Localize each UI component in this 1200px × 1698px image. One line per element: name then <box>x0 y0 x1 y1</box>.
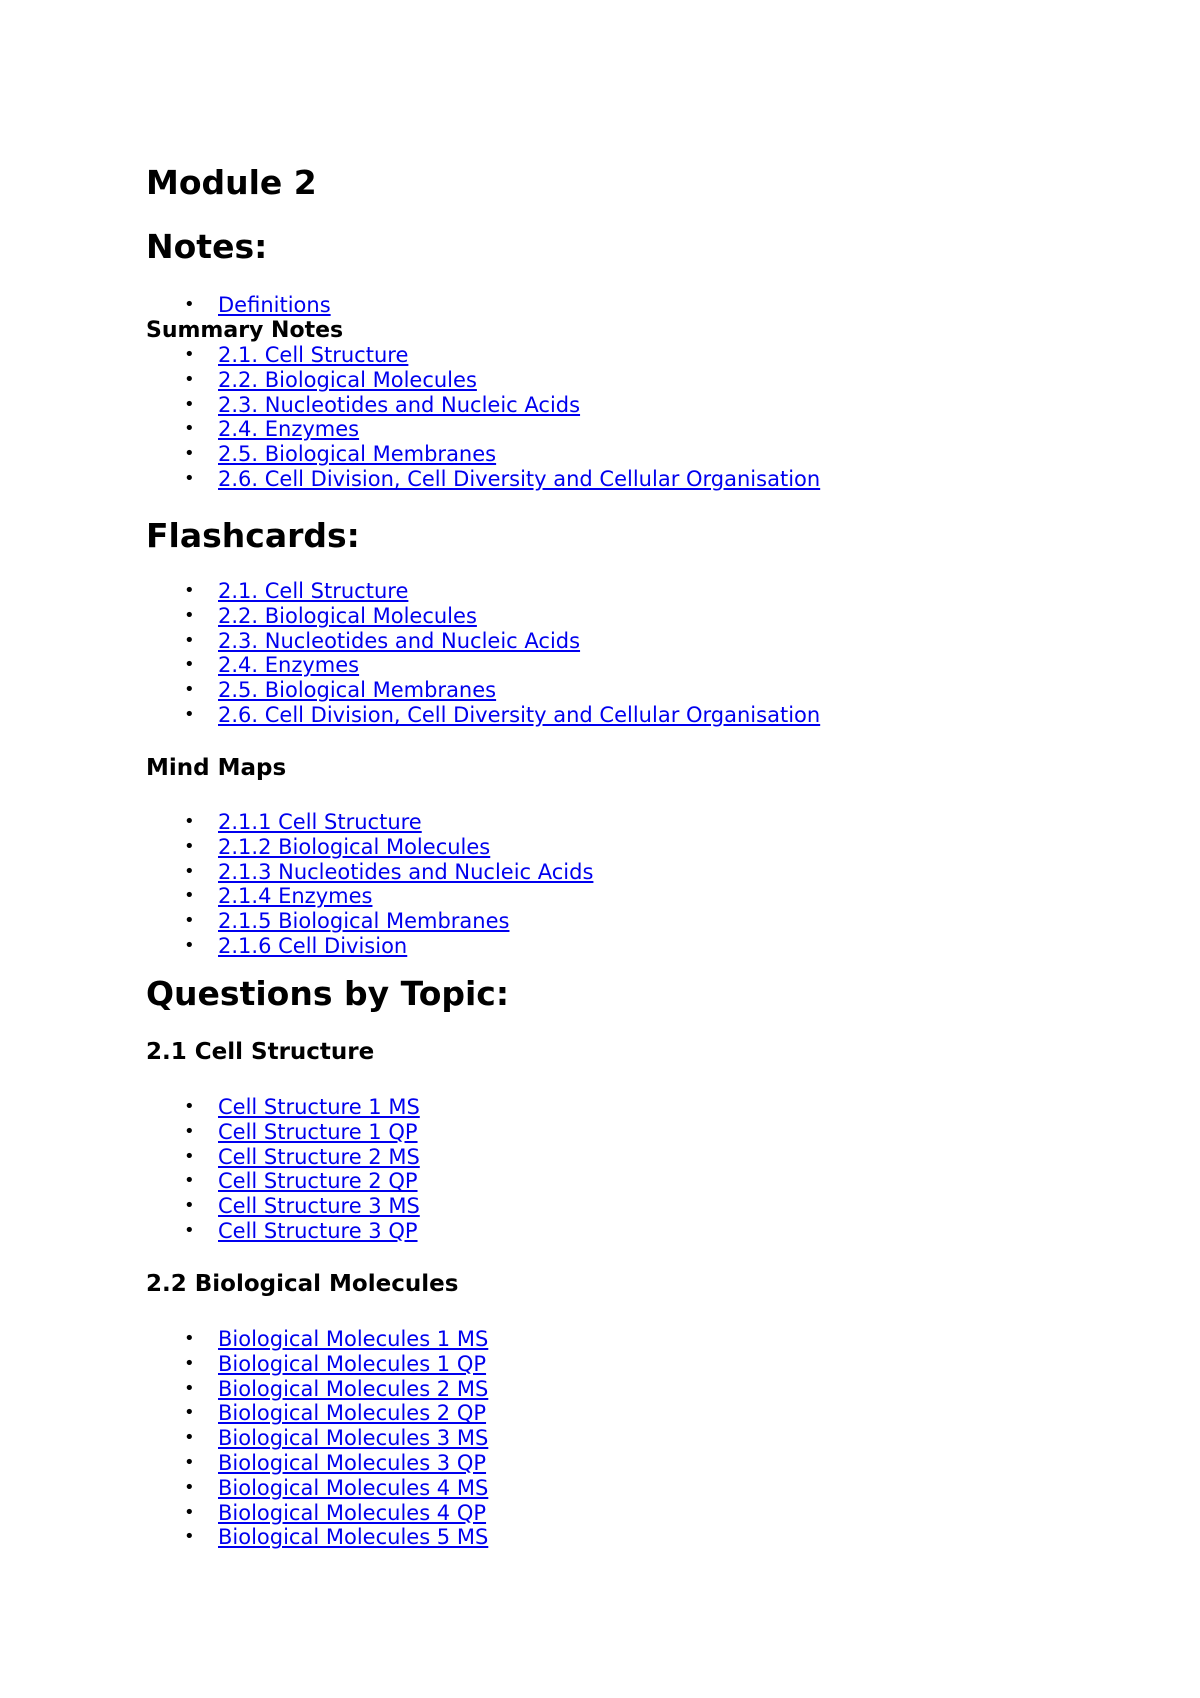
flashcard-link-biological-molecules[interactable]: 2.2. Biological Molecules <box>218 603 477 628</box>
mindmap-link-cell-structure[interactable]: 2.1.1 Cell Structure <box>218 810 422 834</box>
question-link[interactable]: Cell Structure 1 MS <box>218 1095 420 1119</box>
list-item <box>0 1219 420 1244</box>
list-item <box>0 442 820 467</box>
bullet-icon: • <box>184 1402 195 1424</box>
biological-molecules-heading: 2.2 Biological Molecules <box>146 1271 459 1297</box>
bullet-icon: • <box>184 368 195 390</box>
questions-heading: Questions by Topic: <box>146 974 510 1013</box>
list-item <box>0 934 593 959</box>
list-item <box>0 467 820 492</box>
bullet-icon: • <box>184 443 195 465</box>
flashcard-link-cell-structure[interactable]: 2.1. Cell Structure <box>218 579 409 603</box>
notes-heading: Notes: <box>146 227 268 266</box>
list-item <box>0 1327 488 1352</box>
bullet-icon: • <box>184 580 195 601</box>
list-item <box>0 884 593 909</box>
list-item <box>0 1095 420 1120</box>
question-link[interactable]: Cell Structure 2 QP <box>218 1169 418 1194</box>
list-item <box>0 860 593 885</box>
question-link[interactable]: Biological Molecules 3 MS <box>218 1426 489 1451</box>
list-item <box>0 1525 488 1550</box>
mindmap-link-nucleotides[interactable]: 2.1.3 Nucleotides and Nucleic Acids <box>218 859 594 884</box>
question-link[interactable]: Cell Structure 2 MS <box>218 1144 420 1169</box>
bullet-icon: • <box>184 1451 195 1473</box>
module-title: Module 2 <box>146 163 317 202</box>
flashcard-link-nucleotides[interactable]: 2.3. Nucleotides and Nucleic Acids <box>218 628 581 653</box>
summary-link-membranes[interactable]: 2.5. Biological Membranes <box>218 442 497 467</box>
question-link[interactable]: Biological Molecules 2 MS <box>218 1376 489 1401</box>
list-item <box>0 579 820 604</box>
list-item <box>0 1377 488 1402</box>
mind-maps-list <box>0 810 593 959</box>
mindmap-link-membranes[interactable]: 2.1.5 Biological Membranes <box>218 909 510 934</box>
list-item <box>0 1194 420 1219</box>
summary-link-cell-structure[interactable]: 2.1. Cell Structure <box>218 343 409 367</box>
mindmap-link-cell-division[interactable]: 2.1.6 Cell Division <box>218 933 408 958</box>
list-item <box>0 1352 488 1377</box>
list-item <box>0 909 593 934</box>
list-item <box>0 393 820 418</box>
bullet-icon: • <box>184 885 195 907</box>
bullet-icon: • <box>184 1526 195 1548</box>
bullet-icon: • <box>184 1501 195 1523</box>
question-link[interactable]: Biological Molecules 3 QP <box>218 1450 487 1475</box>
flashcard-link-membranes[interactable]: 2.5. Biological Membranes <box>218 678 497 703</box>
bullet-icon: • <box>184 1096 195 1117</box>
question-link[interactable]: Biological Molecules 1 MS <box>218 1327 489 1351</box>
bullet-icon: • <box>184 344 195 365</box>
question-link[interactable]: Biological Molecules 4 MS <box>218 1475 489 1500</box>
flashcard-link-cell-division[interactable]: 2.6. Cell Division, Cell Diversity and Cellular Organisation <box>218 702 821 727</box>
bullet-icon: • <box>184 1170 195 1192</box>
bullet-icon: • <box>184 604 195 626</box>
bullet-icon: • <box>184 1219 195 1241</box>
list-item <box>0 629 820 654</box>
list-item <box>0 1401 488 1426</box>
flashcard-link-enzymes[interactable]: 2.4. Enzymes <box>218 653 360 678</box>
bullet-icon: • <box>184 654 195 676</box>
bullet-icon: • <box>184 1328 195 1349</box>
list-item <box>0 703 820 728</box>
definitions-link[interactable]: Definitions <box>218 293 331 317</box>
list-item <box>0 604 820 629</box>
mindmap-link-enzymes[interactable]: 2.1.4 Enzymes <box>218 884 373 909</box>
list-item <box>0 417 820 442</box>
bullet-icon: • <box>184 629 195 651</box>
list-item <box>0 1169 420 1194</box>
list-item <box>0 678 820 703</box>
summary-link-cell-division[interactable]: 2.6. Cell Division, Cell Diversity and Cellular Organisation <box>218 466 821 491</box>
list-item <box>0 810 593 835</box>
list-item <box>0 1145 420 1170</box>
question-link[interactable]: Biological Molecules 5 MS <box>218 1525 489 1550</box>
summary-link-biological-molecules[interactable]: 2.2. Biological Molecules <box>218 367 477 392</box>
summary-notes-list <box>0 343 820 492</box>
flashcards-heading: Flashcards: <box>146 516 360 555</box>
bullet-icon: • <box>184 294 195 315</box>
bullet-icon: • <box>184 467 195 489</box>
bullet-icon: • <box>184 679 195 701</box>
bullet-icon: • <box>184 703 195 725</box>
list-item <box>0 343 820 368</box>
summary-link-nucleotides[interactable]: 2.3. Nucleotides and Nucleic Acids <box>218 392 581 417</box>
bullet-icon: • <box>184 1120 195 1142</box>
bullet-icon: • <box>184 393 195 415</box>
cell-structure-questions-list <box>0 1095 420 1244</box>
list-item <box>0 1426 488 1451</box>
bullet-icon: • <box>184 418 195 440</box>
bullet-icon: • <box>184 860 195 882</box>
biological-molecules-questions-list <box>0 1327 488 1550</box>
list-item <box>0 1501 488 1526</box>
bullet-icon: • <box>184 835 195 857</box>
question-link[interactable]: Cell Structure 3 MS <box>218 1194 420 1219</box>
mind-maps-heading: Mind Maps <box>146 755 287 781</box>
list-item <box>0 653 820 678</box>
bullet-icon: • <box>184 811 195 832</box>
summary-link-enzymes[interactable]: 2.4. Enzymes <box>218 417 360 442</box>
question-link[interactable]: Biological Molecules 4 QP <box>218 1500 487 1525</box>
question-link[interactable]: Cell Structure 3 QP <box>218 1218 418 1243</box>
list-item <box>0 1451 488 1476</box>
bullet-icon: • <box>184 934 195 956</box>
flashcards-list <box>0 579 820 728</box>
question-link[interactable]: Biological Molecules 2 QP <box>218 1401 487 1426</box>
bullet-icon: • <box>184 1476 195 1498</box>
list-item <box>0 1476 488 1501</box>
bullet-icon: • <box>184 1377 195 1399</box>
bullet-icon: • <box>184 1145 195 1167</box>
bullet-icon: • <box>184 910 195 932</box>
mindmap-link-biological-molecules[interactable]: 2.1.2 Biological Molecules <box>218 834 491 859</box>
bullet-icon: • <box>184 1427 195 1449</box>
list-item <box>0 835 593 860</box>
list-item <box>0 293 331 318</box>
question-link[interactable]: Cell Structure 1 QP <box>218 1119 418 1144</box>
summary-notes-label: Summary Notes <box>146 318 344 343</box>
list-item <box>0 1120 420 1145</box>
bullet-icon: • <box>184 1352 195 1374</box>
definitions-list <box>0 293 331 318</box>
cell-structure-heading: 2.1 Cell Structure <box>146 1039 375 1065</box>
question-link[interactable]: Biological Molecules 1 QP <box>218 1351 487 1376</box>
bullet-icon: • <box>184 1195 195 1217</box>
list-item <box>0 368 820 393</box>
